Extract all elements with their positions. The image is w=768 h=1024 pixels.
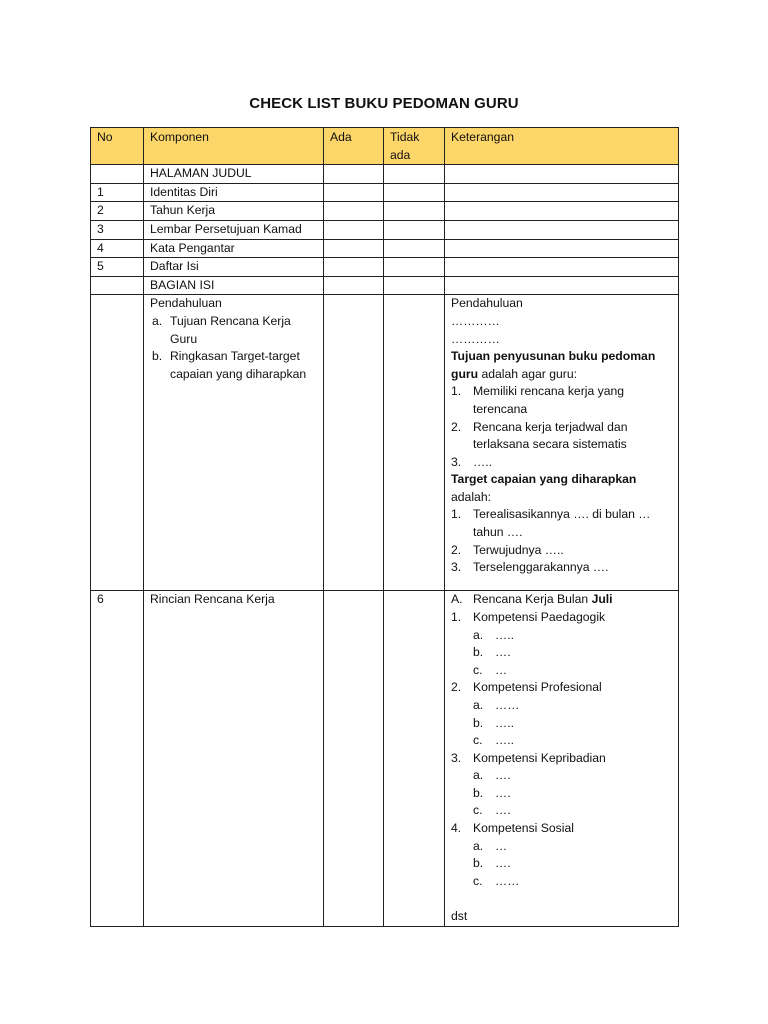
cell-no [91,276,144,295]
list-item: 2. Rencana kerja terjadwal dan terlaksana secara sistematis [451,419,628,452]
dst-text: dst [451,909,468,924]
cell-no: 1 [91,183,144,202]
cell-keterangan [445,591,679,926]
table-row [91,258,679,277]
list-item: b. …. [473,645,511,660]
list-item: c. … [473,662,508,677]
kompetensi-item: 1. Kompetensi Paedagogik [451,609,606,624]
target-list [451,506,672,576]
cell-ada [324,165,384,184]
list-item: c. …… [473,873,520,888]
cell-tidak-ada [384,165,445,184]
cell-no [91,165,144,184]
cell-tidak-ada [384,183,445,202]
pendahuluan-title: Pendahuluan [150,296,222,311]
header-ada: Ada [324,128,384,165]
cell-no: 2 [91,202,144,221]
cell-komponen: BAGIAN ISI [144,276,324,295]
list-item: b. …. [473,856,511,871]
cell-komponen: Kata Pengantar [144,239,324,258]
list-item: 1. Memiliki rencana kerja yang terencana [451,384,625,416]
list-item: b. Ringkasan Target-target capaian yang diharapkan [152,349,307,381]
cell-komponen: Identitas Diri [144,183,324,202]
kompetensi-sublist [451,627,672,680]
cell-tidak-ada [384,239,445,258]
list-item: 2. Terwujudnya ….. [451,542,564,557]
tujuan-list [451,383,672,471]
list-item: a. …… [473,697,520,712]
list-item: a. … [473,838,508,853]
cell-tidak-ada [384,591,445,926]
kompetensi-sublist [451,697,672,750]
list-item: a. Tujuan Rencana Kerja Guru [152,313,291,346]
cell-komponen: Daftar Isi [144,258,324,277]
cell-ada [324,258,384,277]
table-row [91,202,679,221]
cell-ada [324,183,384,202]
table-row [91,276,679,295]
list-item: 3. ….. [451,454,492,469]
cell-ada [324,276,384,295]
cell-ada [324,202,384,221]
list-item: a. …. [473,768,511,783]
cell-komponen: Rincian Rencana Kerja [144,591,324,926]
cell-no: 5 [91,258,144,277]
list-item: b. ….. [473,715,514,730]
cell-keterangan [445,239,679,258]
tujuan-heading: Tujuan penyusunan buku pedoman guru adalah agar guru: [451,349,656,381]
cell-tidak-ada [384,220,445,239]
cell-tidak-ada [384,295,445,591]
header-no: No [91,128,144,165]
cell-keterangan [445,220,679,239]
cell-keterangan [445,165,679,184]
cell-ada [324,591,384,926]
cell-komponen: Lembar Persetujuan Kamad [144,220,324,239]
cell-tidak-ada [384,258,445,277]
table-row [91,239,679,258]
list-item: 1. Terealisasikannya …. di bulan … tahun …. [451,507,651,540]
table-header-row [91,128,679,165]
table-row [91,183,679,202]
cell-tidak-ada [384,276,445,295]
table-row-pendahuluan [91,295,679,591]
header-tidak-ada: Tidak ada [384,128,445,165]
list-item: b. …. [473,785,511,800]
target-heading: Target capaian yang diharapkan [451,472,637,487]
cell-keterangan [445,276,679,295]
cell-no: 6 [91,591,144,926]
page-title: CHECK LIST BUKU PEDOMAN GURU [249,95,519,112]
table-row [91,165,679,184]
cell-tidak-ada [384,202,445,221]
cell-komponen [144,295,324,591]
list-item: 3. Terselenggarakannya …. [451,560,609,575]
spacer [451,890,672,908]
cell-no: 3 [91,220,144,239]
rencana-kerja-heading: A. Rencana Kerja Bulan Juli [451,592,613,607]
cell-ada [324,239,384,258]
kompetensi-item: 4. Kompetensi Sosial [451,821,574,836]
list-item: a. ….. [473,627,514,642]
cell-keterangan: Pendahuluan ………… ………… Tujuan penyusunan buku pedoman guru adalah agar guru: 1. Memiliki rencana kerja yang terencana 2. Rencana kerja terjadwal dan terlaksana secara sistematis 3. ….. Target capaian yang diharapkan adalah: 1. Terealisasikannya …. di bulan … tahun …. 2. Terwujudnya ….. 3. Terselenggarakannya …. [445,295,679,591]
cell-ada [324,220,384,239]
kompetensi-item: 2. Kompetensi Profesional [451,680,602,695]
kompetensi-sublist [451,838,672,891]
kompetensi-item: 3. Kompetensi Kepribadian [451,750,606,765]
kompetensi-sublist [451,767,672,820]
table-row [91,220,679,239]
cell-komponen: HALAMAN JUDUL [144,165,324,184]
cell-no [91,295,144,591]
list-item: c. …. [473,803,511,818]
table-row-rincian [91,591,679,926]
cell-ada [324,295,384,591]
cell-keterangan [445,202,679,221]
cell-komponen: Tahun Kerja [144,202,324,221]
header-keterangan: Keterangan [445,128,679,165]
cell-no: 4 [91,239,144,258]
pendahuluan-list [150,313,317,383]
cell-keterangan [445,183,679,202]
cell-keterangan [445,258,679,277]
checklist-table [90,127,679,927]
header-komponen: Komponen [144,128,324,165]
list-item: c. ….. [473,733,514,748]
